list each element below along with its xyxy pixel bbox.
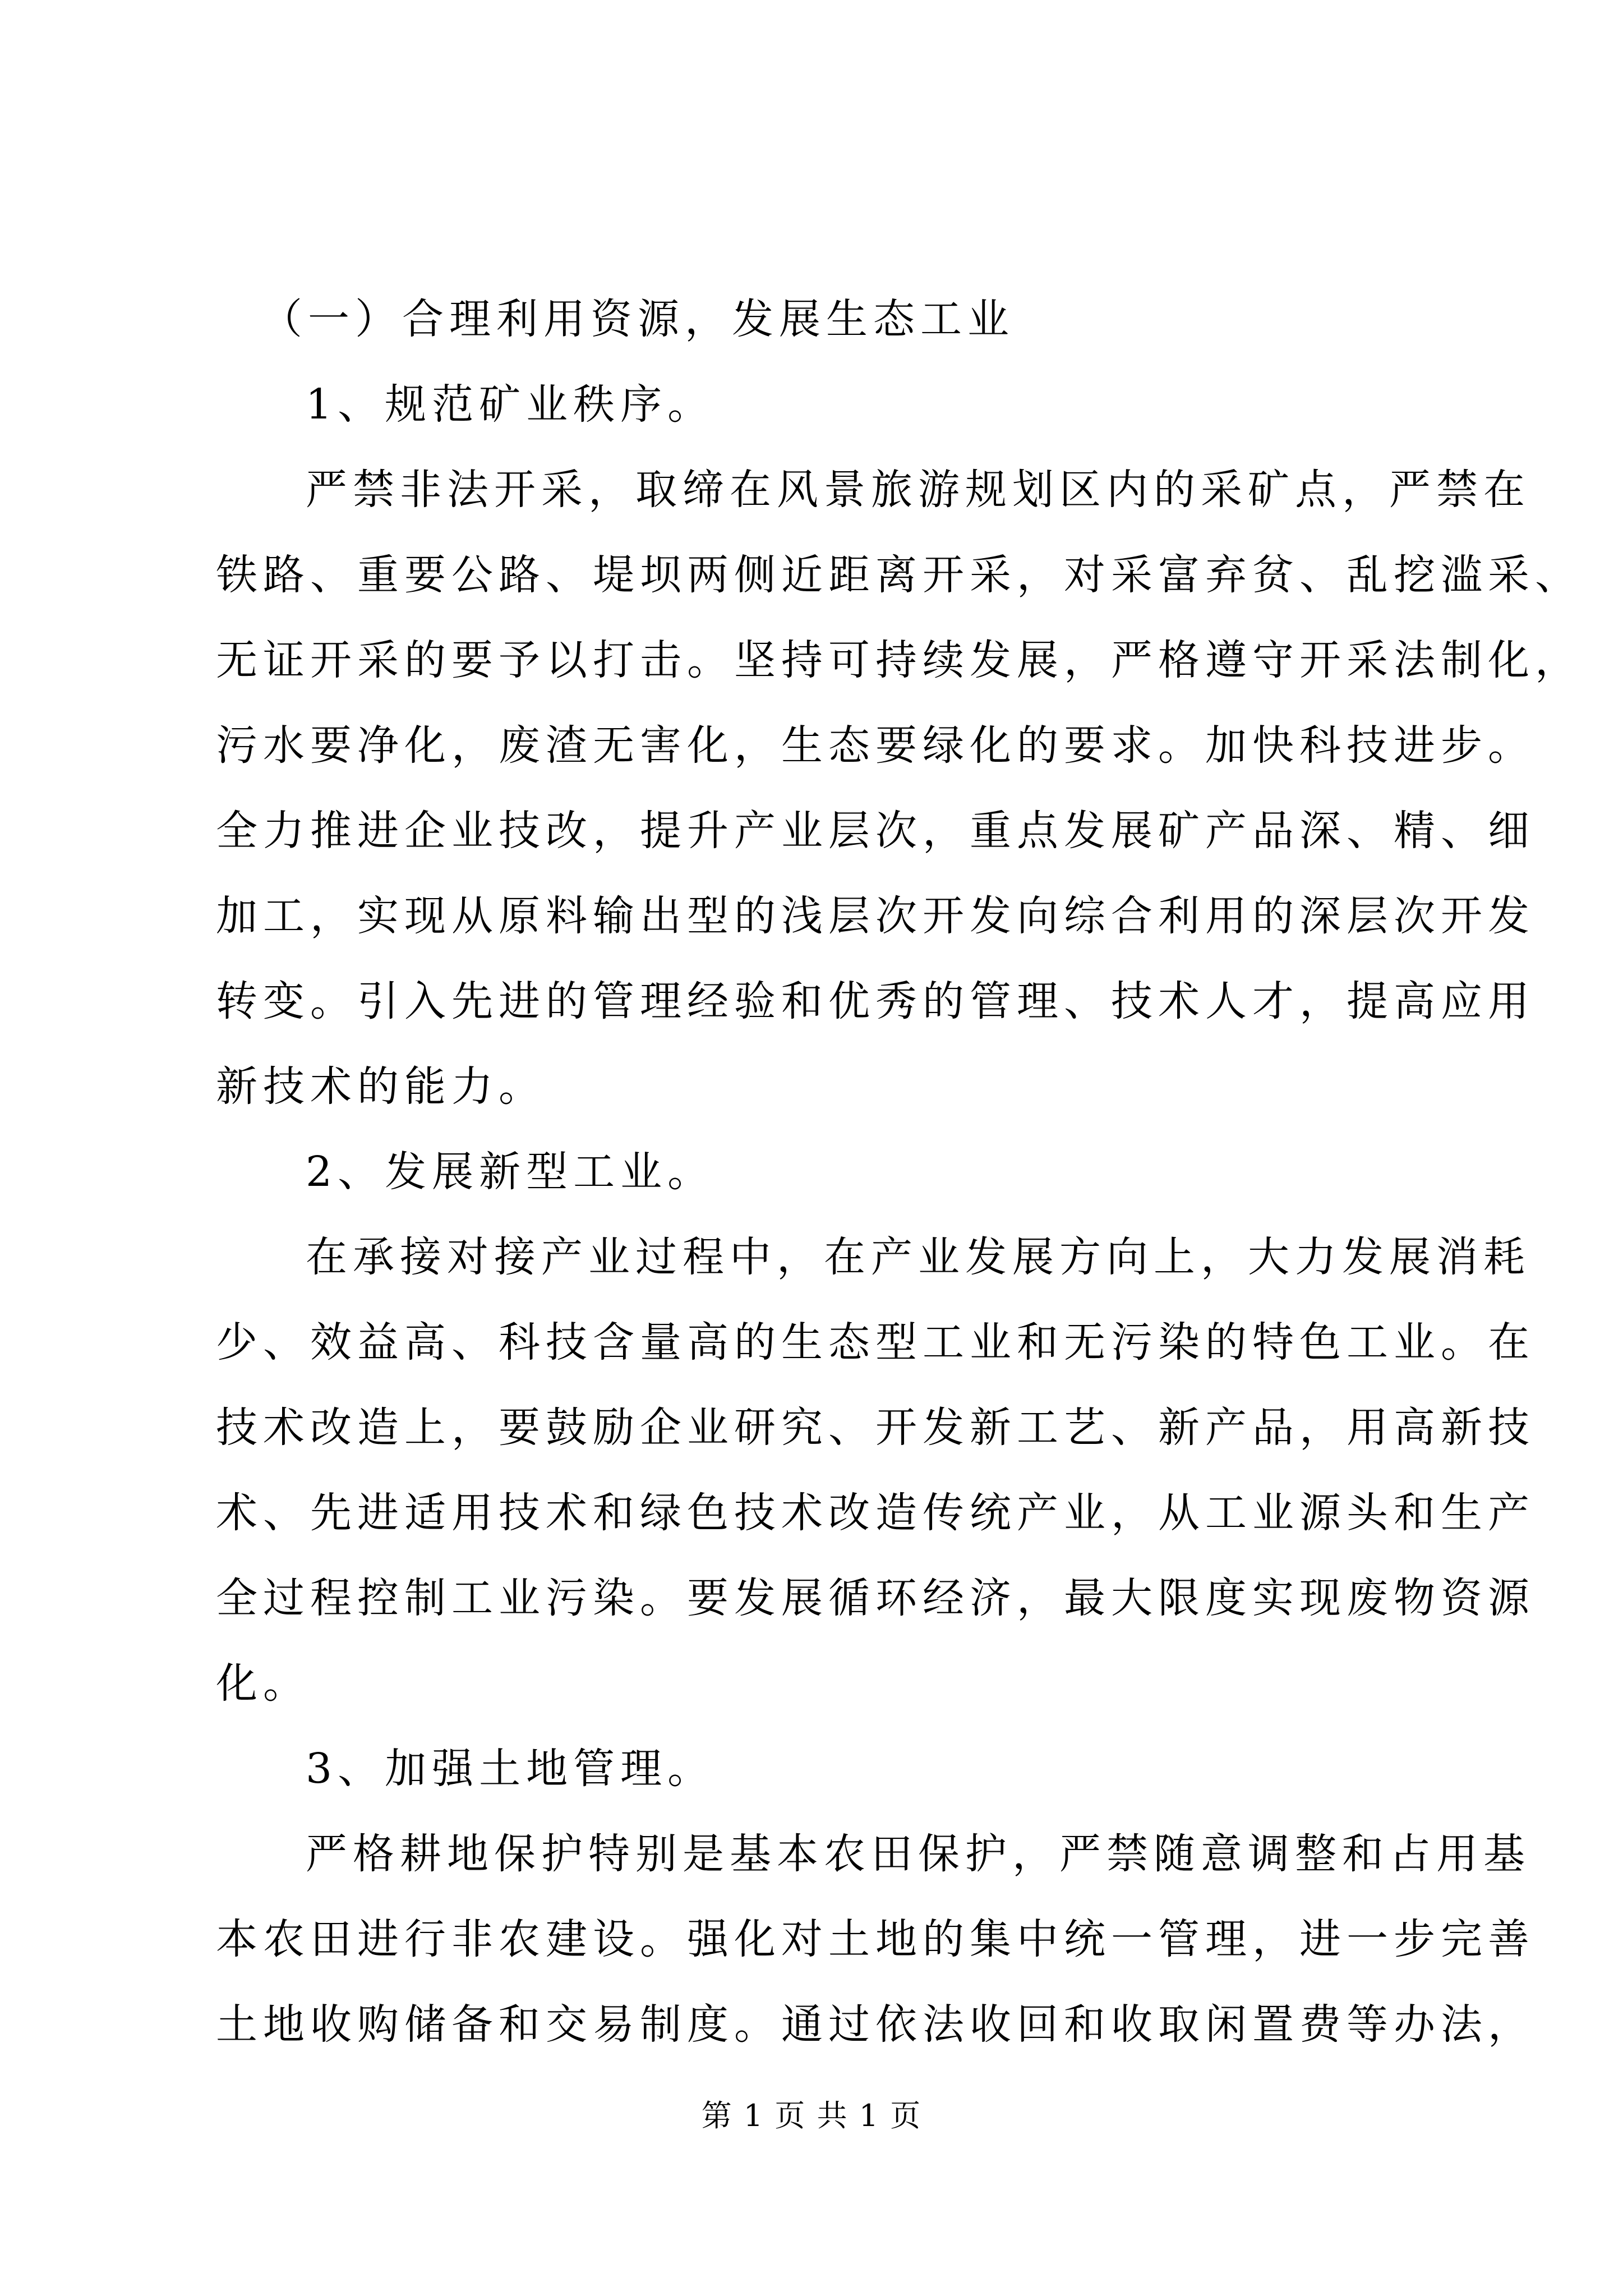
paragraph-line: 全力推进企业技改，提升产业层次，重点发展矿产品深、精、细 [216, 807, 1535, 855]
paragraph-line: 严格耕地保护特别是基本农田保护，严禁随意调整和占用基 [306, 1830, 1530, 1878]
subheading-1: 1、规范矿业秩序。 [306, 380, 715, 429]
subheading-3: 3、加强土地管理。 [306, 1745, 715, 1793]
page-footer: 第 1 页 共 1 页 [701, 2098, 922, 2133]
paragraph-line: 新技术的能力。 [216, 1062, 546, 1111]
paragraph-line: 本农田进行非农建设。强化对土地的集中统一管理，进一步完善 [216, 1915, 1535, 1963]
paragraph-line: 化。 [216, 1659, 310, 1708]
paragraph-line: 术、先进适用技术和绿色技术改造传统产业，从工业源头和生产 [216, 1489, 1535, 1537]
subheading-2: 2、发展新型工业。 [306, 1148, 715, 1196]
section-heading: （一）合理利用资源，发展生态工业 [261, 295, 1015, 343]
paragraph-line: 加工，实现从原料输出型的浅层次开发向综合利用的深层次开发 [216, 892, 1535, 940]
paragraph-line: 污水要净化，废渣无害化，生态要绿化的要求。加快科技进步。 [216, 721, 1535, 770]
paragraph-line: 土地收购储备和交易制度。通过依法收回和收取闲置费等办法， [216, 2000, 1535, 2049]
paragraph-line: 严禁非法开采，取缔在风景旅游规划区内的采矿点，严禁在 [306, 466, 1530, 514]
paragraph-line: 少、效益高、科技含量高的生态型工业和无污染的特色工业。在 [216, 1318, 1535, 1366]
paragraph-line: 技术改造上，要鼓励企业研究、开发新工艺、新产品，用高新技 [216, 1404, 1535, 1452]
paragraph-line: 全过程控制工业污染。要发展循环经济，最大限度实现废物资源 [216, 1574, 1535, 1622]
paragraph-line: 转变。引入先进的管理经验和优秀的管理、技术人才，提高应用 [216, 977, 1535, 1025]
paragraph-line: 无证开采的要予以打击。坚持可持续发展，严格遵守开采法制化， [216, 636, 1582, 684]
paragraph-line: 在承接对接产业过程中，在产业发展方向上，大力发展消耗 [306, 1233, 1530, 1281]
paragraph-line: 铁路、重要公路、堤坝两侧近距离开采，对采富弃贫、乱挖滥采、 [216, 551, 1582, 599]
